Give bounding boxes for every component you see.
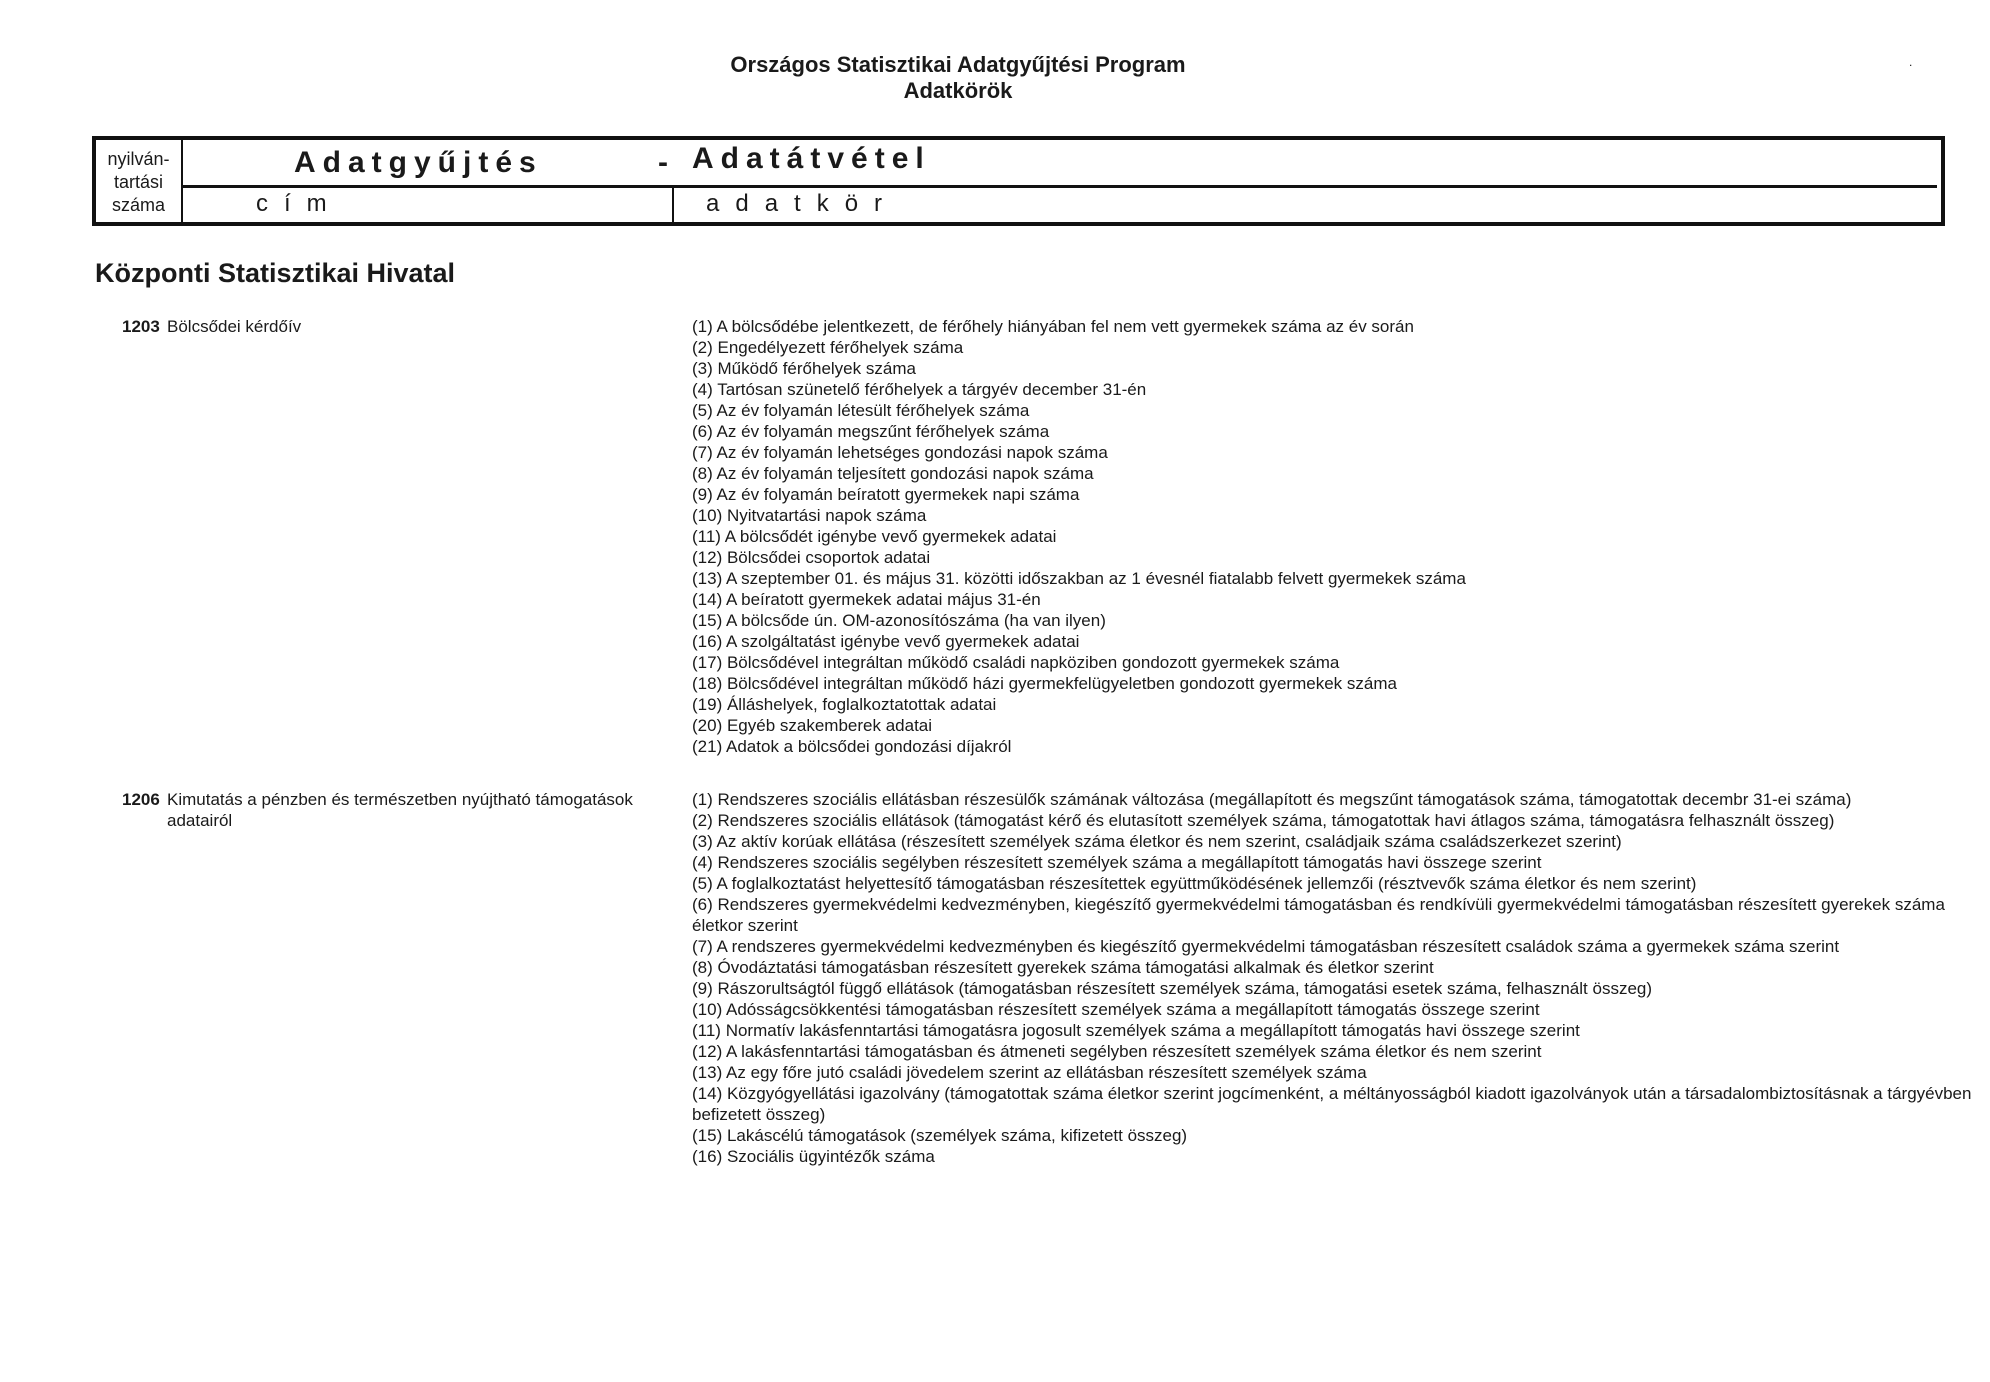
entry-data-items — [692, 789, 1982, 1167]
header-registry-line-1: nyilván- — [107, 149, 170, 169]
data-item: (4) Rendszeres szociális segélyben részesített személyek száma a megállapított támogatás havi összege szerint — [692, 853, 1542, 872]
header-data-transfer: Adatátvétel — [692, 142, 931, 175]
data-item: (9) Az év folyamán beíratott gyermekek napi száma — [692, 485, 1080, 504]
header-dash: - — [658, 146, 668, 179]
data-item: (17) Bölcsődével integráltan működő családi napköziben gondozott gyermekek száma — [692, 653, 1340, 672]
data-item: (2) Engedélyezett férőhelyek száma — [692, 338, 964, 357]
data-item: (18) Bölcsődével integráltan működő házi gyermekfelügyeletben gondozott gyermekek száma — [692, 674, 1397, 693]
data-item: (12) Bölcsődei csoportok adatai — [692, 548, 931, 567]
data-item: (3) Működő férőhelyek száma — [692, 359, 916, 378]
data-item: (20) Egyéb szakemberek adatai — [692, 716, 933, 735]
header-title-column: cím — [256, 190, 343, 217]
data-item: (11) A bölcsődét igénybe vevő gyermekek adatai — [692, 527, 1057, 546]
data-item: (11) Normatív lakásfenntartási támogatásra jogosult személyek száma a megállapított támogatás havi összege szerint — [692, 1021, 1580, 1040]
document-subtitle: Adatkörök — [903, 78, 1013, 103]
data-item: (15) A bölcsőde ún. OM-azonosítószáma (ha van ilyen) — [692, 611, 1106, 630]
data-item: (1) A bölcsődébe jelentkezett, de férőhely hiányában fel nem vett gyermekek száma az év során — [692, 317, 1414, 336]
data-item: (3) Az aktív korúak ellátása (részesített személyek száma életkor és nem szerint, családjaik száma családszerkezet szerint) — [692, 832, 1622, 851]
data-item: (10) Adósságcsökkentési támogatásban részesített személyek száma a megállapított támogatás összege szerint — [692, 1000, 1540, 1019]
data-item: (6) Rendszeres gyermekvédelmi kedvezményben, kiegészítő gyermekvédelmi támogatásban és rendkívüli gyermekvédelmi támogatásban részesített gyerekek száma életkor szerint — [692, 895, 1945, 935]
data-item: (6) Az év folyamán megszűnt férőhelyek száma — [692, 422, 1050, 441]
data-item: (7) Az év folyamán lehetséges gondozási napok száma — [692, 443, 1108, 462]
data-item: (1) Rendszeres szociális ellátásban részesülők számának változása (megállapított és megszűnt támogatások száma, támogatottak decembr 31-ei száma) — [692, 790, 1852, 809]
corner-mark: . — [1909, 55, 1913, 69]
header-cell-registry-number — [96, 140, 183, 222]
data-item: (19) Álláshelyek, foglalkoztatottak adatai — [692, 695, 997, 714]
header-data-scope-column: adatkör — [706, 190, 899, 217]
organization-heading: Központi Statisztikai Hivatal — [95, 258, 456, 288]
data-item: (14) A beíratott gyermekek adatai május 31-én — [692, 590, 1041, 609]
data-item: (14) Közgyógyellátási igazolvány (támogatottak száma életkor szerint jogcímenként, a méltányosságból kiadott igazolványok után a társadalombiztosításnak a tárgyévben befizetett összeg) — [692, 1084, 1972, 1124]
header-registry-line-2: tartási — [113, 172, 164, 192]
document-title: Országos Statisztikai Adatgyűjtési Program — [730, 52, 1186, 77]
header-registry-line-3: száma — [111, 195, 165, 215]
entry-name: Bölcsődei kérdőív — [167, 317, 302, 336]
data-item: (4) Tartósan szünetelő férőhelyek a tárgyév december 31-én — [692, 380, 1147, 399]
data-item: (15) Lakáscélú támogatások (személyek száma, kifizetett összeg) — [692, 1126, 1188, 1145]
data-item: (16) A szolgáltatást igénybe vevő gyermekek adatai — [692, 632, 1080, 651]
data-item: (9) Rászorultságtól függő ellátások (támogatásban részesített személyek száma, támogatási esetek száma, felhasznált összeg) — [692, 979, 1653, 998]
data-item: (12) A lakásfenntartási támogatásban és átmeneti segélyben részesített személyek száma életkor és nem szerint — [692, 1042, 1542, 1061]
data-item: (10) Nyitvatartási napok száma — [692, 506, 927, 525]
entry-name: Kimutatás a pénzben és természetben nyújtható támogatások adatairól — [167, 790, 633, 830]
data-item: (8) Óvodáztatási támogatásban részesített gyerekek száma támogatási alkalmak és életkor szerint — [692, 958, 1434, 977]
data-item: (7) A rendszeres gyermekvédelmi kedvezményben és kiegészítő gyermekvédelmi támogatásban részesített családok száma a gyermekek száma szerint — [692, 937, 1840, 956]
data-item: (16) Szociális ügyintézők száma — [692, 1147, 935, 1166]
entry-number: 1206 — [122, 790, 160, 809]
data-item: (5) A foglalkoztatást helyettesítő támogatásban részesítettek együttműködésének jellemzői (résztvevők száma életkor és nem szerint) — [692, 874, 1697, 893]
header-table — [92, 136, 1945, 226]
header-divider — [183, 185, 1937, 188]
data-item: (13) Az egy főre jutó családi jövedelem szerint az ellátásban részesített személyek száma — [692, 1063, 1367, 1082]
data-item: (13) A szeptember 01. és május 31. közötti időszakban az 1 évesnél fiatalabb felvett gyermekek száma — [692, 569, 1466, 588]
data-item: (8) Az év folyamán teljesített gondozási napok száma — [692, 464, 1094, 483]
entry-number: 1203 — [122, 317, 160, 336]
data-item: (2) Rendszeres szociális ellátások (támogatást kérő és elutasított személyek száma, támogatottak havi átlagos száma, támogatásra felhasznált összeg) — [692, 811, 1835, 830]
entry-data-items — [692, 316, 1982, 757]
data-item: (21) Adatok a bölcsődei gondozási díjakról — [692, 737, 1012, 756]
header-column-divider — [672, 187, 674, 222]
data-item: (5) Az év folyamán létesült férőhelyek száma — [692, 401, 1030, 420]
header-data-collection: Adatgyűjtés — [294, 146, 543, 179]
